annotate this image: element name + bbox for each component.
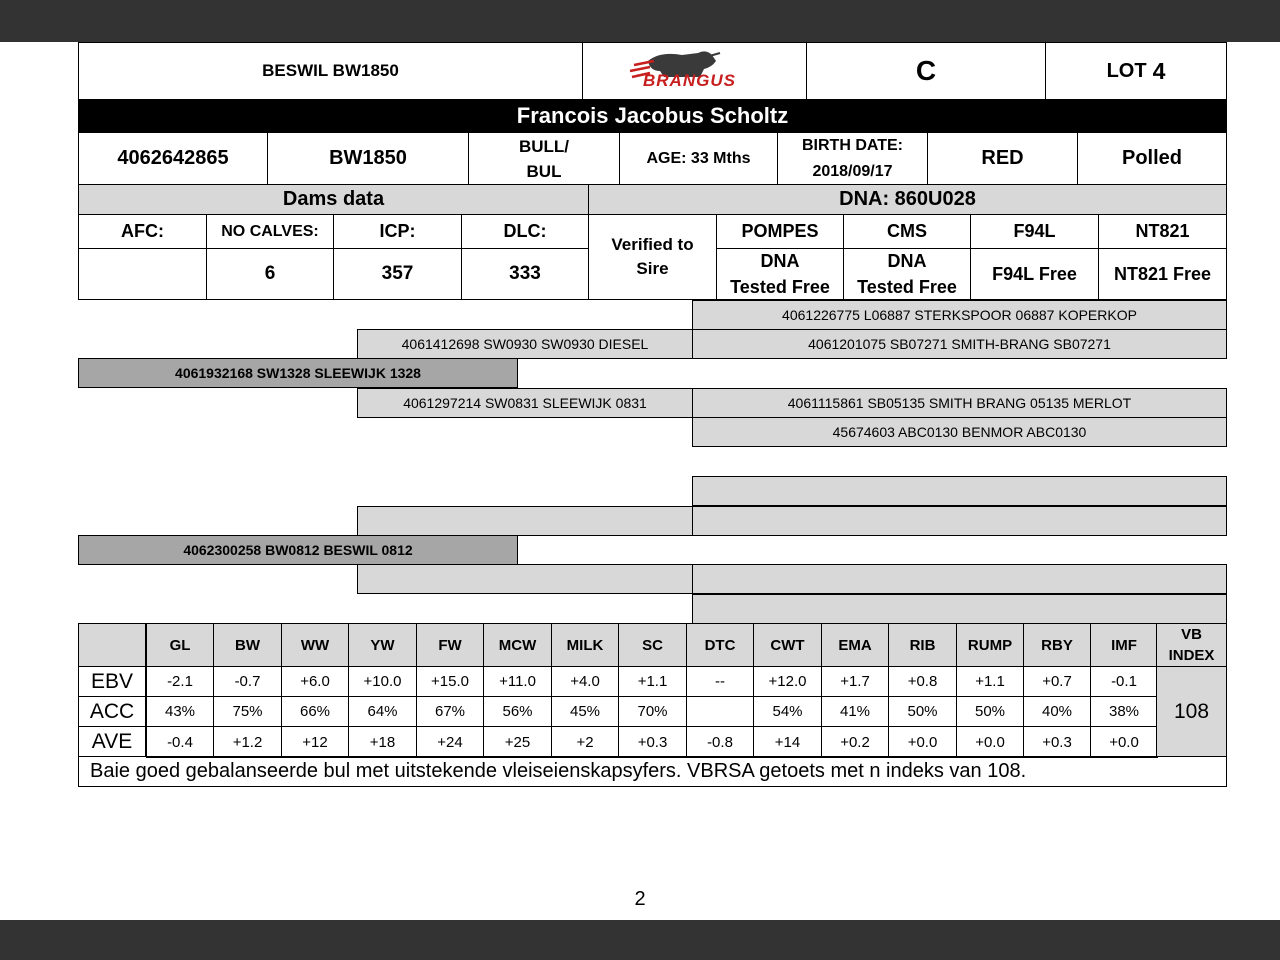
top-bar xyxy=(0,0,1280,42)
acc-label: ACC xyxy=(89,699,135,723)
dams-data-title-cell xyxy=(78,184,589,215)
sex-line1: BULL/ xyxy=(518,136,570,156)
icp-header xyxy=(333,214,462,249)
pedigree-dam-dam-dam xyxy=(692,594,1227,624)
vb-index-header xyxy=(1156,623,1227,667)
ebv-cell-ebv-rib: +0.8 xyxy=(888,666,957,697)
ebv-cell-ave-fw: +24 xyxy=(416,726,484,758)
animal-id-cell xyxy=(78,132,268,185)
horns: Polled xyxy=(1121,147,1182,169)
ebv-row-label xyxy=(78,666,146,697)
dna-title-cell xyxy=(588,184,1227,215)
ebv-col-header-bw: BW xyxy=(213,623,282,667)
ave-row-label xyxy=(78,726,146,757)
cms-value-cell xyxy=(843,248,971,300)
ebv-cell-ave-mcw: +25 xyxy=(483,726,552,758)
sex-line2: BUL xyxy=(526,161,562,181)
ebv-cell-acc-ww: 66% xyxy=(281,696,349,727)
birth-date-label: BIRTH DATE: xyxy=(801,136,904,154)
ebv-label: EBV xyxy=(90,669,134,693)
class-cell xyxy=(806,42,1046,100)
ebv-cell-ebv-fw: +15.0 xyxy=(416,666,484,697)
colour-cell xyxy=(927,132,1078,185)
pedigree-sire: 4061932168 SW1328 SLEEWIJK 1328 xyxy=(78,358,518,388)
pedigree-dam: 4062300258 BW0812 BESWIL 0812 xyxy=(78,535,518,565)
pedigree-sire-sire-dam: 4061201075 SB07271 SMITH-BRANG SB07271 xyxy=(692,329,1227,359)
ebv-cell-ave-dtc: -0.8 xyxy=(686,726,754,758)
page-number: 2 xyxy=(634,888,646,910)
afc-header xyxy=(78,214,207,249)
pedigree-dam-sire-dam xyxy=(692,506,1227,536)
pompes-header xyxy=(716,214,844,249)
ebv-cell-ebv-ema: +1.7 xyxy=(821,666,889,697)
pompes-value-line2: Tested Free xyxy=(730,277,830,297)
pompes-value-cell xyxy=(716,248,844,300)
ebv-cell-ave-rby: +0.3 xyxy=(1023,726,1091,758)
f94l-header xyxy=(970,214,1099,249)
ebv-cell-ave-ema: +0.2 xyxy=(821,726,889,758)
no-calves-label: NO CALVES: xyxy=(221,222,319,240)
ebv-cell-ave-ww: +12 xyxy=(281,726,349,758)
nt821-value: NT821 Free xyxy=(1113,264,1212,284)
verified-to-sire-cell xyxy=(588,214,717,300)
logo-text: BRANGUS xyxy=(643,71,736,90)
animal-code-cell xyxy=(267,132,469,185)
lot-number: 4 xyxy=(1152,57,1166,84)
ebv-cell-acc-fw: 67% xyxy=(416,696,484,727)
f94l-value: F94L Free xyxy=(992,264,1077,284)
ebv-col-header-ww: WW xyxy=(281,623,349,667)
vb-index-label-line1: VB xyxy=(1181,626,1202,643)
pedigree-sire-sire: 4061412698 SW0930 SW0930 DIESEL xyxy=(357,329,693,359)
cms-value-line2: Tested Free xyxy=(857,277,957,297)
dlc-value: 333 xyxy=(509,263,541,284)
animal-code: BW1850 xyxy=(329,147,407,169)
ebv-col-header-gl: GL xyxy=(146,623,214,667)
verified-line2: Sire xyxy=(636,259,669,278)
ebv-col-header-rby: RBY xyxy=(1023,623,1091,667)
ebv-cell-ebv-dtc: -- xyxy=(686,666,754,697)
ebv-cell-ebv-cwt: +12.0 xyxy=(753,666,822,697)
cms-label: CMS xyxy=(887,221,927,241)
ebv-cell-acc-rump: 50% xyxy=(956,696,1024,727)
ebv-cell-ebv-yw: +10.0 xyxy=(348,666,417,697)
ebv-cell-acc-cwt: 54% xyxy=(753,696,822,727)
dlc-header xyxy=(461,214,589,249)
age: AGE: 33 Mths xyxy=(646,149,751,167)
class-value: C xyxy=(915,55,937,86)
pedigree-sire-sire-sire: 4061226775 L06887 STERKSPOOR 06887 KOPERKOP xyxy=(692,300,1227,330)
ebv-cell-acc-milk: 45% xyxy=(551,696,619,727)
owner-name: Francois Jacobus Scholtz xyxy=(78,100,1227,132)
verified-line1: Verified to xyxy=(611,235,694,254)
no-calves-value: 6 xyxy=(264,263,276,284)
animal-name: BESWIL BW1850 xyxy=(262,61,399,80)
ebv-col-header-imf: IMF xyxy=(1090,623,1158,667)
lot-label: LOT xyxy=(1106,59,1147,82)
ebv-col-header-mcw: MCW xyxy=(483,623,552,667)
vb-index-label-line2: INDEX xyxy=(1168,647,1215,664)
ebv-cell-acc-sc: 70% xyxy=(618,696,687,727)
ebv-cell-acc-ema: 41% xyxy=(821,696,889,727)
ebv-cell-ave-milk: +2 xyxy=(551,726,619,758)
icp-value: 357 xyxy=(381,263,414,284)
ebv-cell-acc-mcw: 56% xyxy=(483,696,552,727)
pedigree-dam-dam xyxy=(357,564,693,594)
dna-title: DNA: 860U028 xyxy=(839,188,976,210)
lot-cell xyxy=(1045,42,1227,100)
ebv-cell-ave-rump: +0.0 xyxy=(956,726,1024,758)
nt821-label: NT821 xyxy=(1135,221,1190,241)
ebv-col-header-sc: SC xyxy=(618,623,687,667)
vb-index-value-cell xyxy=(1156,666,1227,757)
ebv-cell-acc-yw: 64% xyxy=(348,696,417,727)
pompes-label: POMPES xyxy=(741,221,819,241)
ebv-cell-acc-bw: 75% xyxy=(213,696,282,727)
no-calves-value-cell xyxy=(206,248,334,300)
pedigree-dam-sire-sire xyxy=(692,476,1227,506)
ebv-cell-ebv-sc: +1.1 xyxy=(618,666,687,697)
icp-value-cell xyxy=(333,248,462,300)
dams-data-title: Dams data xyxy=(282,188,385,210)
age-cell xyxy=(619,132,778,185)
ebv-cell-ebv-ww: +6.0 xyxy=(281,666,349,697)
nt821-header xyxy=(1098,214,1227,249)
ebv-corner-cell xyxy=(78,623,146,667)
icp-label: ICP: xyxy=(379,221,416,241)
sex-cell xyxy=(468,132,620,185)
dlc-value-cell xyxy=(461,248,589,300)
bottom-bar xyxy=(0,920,1280,960)
ebv-col-header-ema: EMA xyxy=(821,623,889,667)
ebv-col-header-fw: FW xyxy=(416,623,484,667)
ebv-cell-ave-sc: +0.3 xyxy=(618,726,687,758)
ebv-cell-ebv-mcw: +11.0 xyxy=(483,666,552,697)
ebv-col-header-cwt: CWT xyxy=(753,623,822,667)
nt821-value-cell xyxy=(1098,248,1227,300)
ave-label: AVE xyxy=(91,729,133,753)
birth-date-cell xyxy=(777,132,928,185)
brangus-logo xyxy=(582,42,807,100)
animal-id: 4062642865 xyxy=(117,147,229,169)
pedigree-dam-dam-sire xyxy=(692,564,1227,594)
ebv-cell-acc-dtc xyxy=(686,696,754,727)
afc-value-cell xyxy=(78,248,207,300)
pedigree-sire-dam-sire: 4061115861 SB05135 SMITH BRANG 05135 MERLOT xyxy=(692,388,1227,418)
pedigree-sire-dam-dam: 45674603 ABC0130 BENMOR ABC0130 xyxy=(692,417,1227,447)
ebv-cell-ave-cwt: +14 xyxy=(753,726,822,758)
birth-date: 2018/09/17 xyxy=(812,162,893,180)
ebv-cell-ave-imf: +0.0 xyxy=(1090,726,1158,758)
f94l-value-cell xyxy=(970,248,1099,300)
colour: RED xyxy=(981,147,1024,169)
acc-row-label xyxy=(78,696,146,727)
ebv-cell-ave-rib: +0.0 xyxy=(888,726,957,758)
ebv-cell-ave-yw: +18 xyxy=(348,726,417,758)
ebv-col-header-rib: RIB xyxy=(888,623,957,667)
no-calves-header xyxy=(206,214,334,249)
ebv-cell-ave-gl: -0.4 xyxy=(146,726,214,758)
ebv-cell-acc-rib: 50% xyxy=(888,696,957,727)
ebv-col-header-rump: RUMP xyxy=(956,623,1024,667)
ebv-cell-ebv-gl: -2.1 xyxy=(146,666,214,697)
ebv-cell-ebv-bw: -0.7 xyxy=(213,666,282,697)
dlc-label: DLC: xyxy=(503,221,547,241)
cms-header xyxy=(843,214,971,249)
ebv-cell-acc-imf: 38% xyxy=(1090,696,1158,727)
ebv-cell-ebv-rby: +0.7 xyxy=(1023,666,1091,697)
ebv-col-header-milk: MILK xyxy=(551,623,619,667)
ebv-cell-acc-rby: 40% xyxy=(1023,696,1091,727)
ebv-col-header-yw: YW xyxy=(348,623,417,667)
cms-value-line1: DNA xyxy=(887,251,927,271)
ebv-cell-ebv-milk: +4.0 xyxy=(551,666,619,697)
pedigree-sire-dam: 4061297214 SW0831 SLEEWIJK 0831 xyxy=(357,388,693,418)
ebv-col-header-dtc: DTC xyxy=(686,623,754,667)
pompes-value-line1: DNA xyxy=(760,251,800,271)
pedigree-dam-sire xyxy=(357,506,693,536)
vb-index-value: 108 xyxy=(1173,699,1210,723)
animal-name-cell xyxy=(78,42,583,100)
afc-label: AFC: xyxy=(121,221,164,241)
comment-text: Baie goed gebalanseerde bul met uitstekende vleiseienskapsyfers. VBRSA getoets met n indeks van 108. xyxy=(78,756,1227,787)
ebv-cell-acc-gl: 43% xyxy=(146,696,214,727)
horns-cell xyxy=(1077,132,1227,185)
f94l-label: F94L xyxy=(1013,221,1056,241)
ebv-cell-ebv-imf: -0.1 xyxy=(1090,666,1158,697)
ebv-cell-ave-bw: +1.2 xyxy=(213,726,282,758)
ebv-cell-ebv-rump: +1.1 xyxy=(956,666,1024,697)
